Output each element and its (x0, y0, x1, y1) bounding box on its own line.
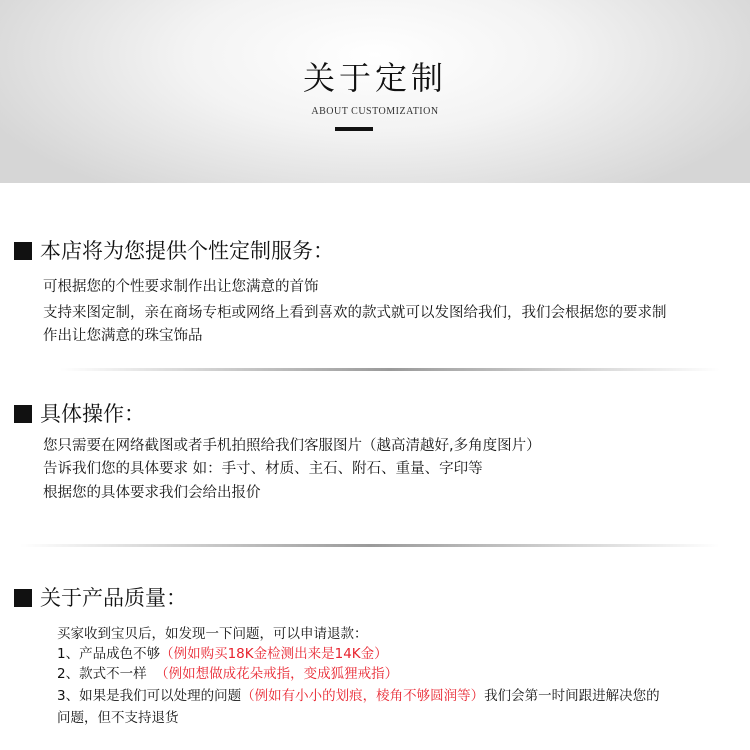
section-operation-title (14, 401, 145, 427)
section-quality-title (14, 585, 187, 611)
quality-item-text: 1、产品成色不够 (57, 646, 161, 662)
section-divider (20, 544, 720, 547)
section-quality-intro: 买家收到宝贝后，如发现一下问题，可以申请退款： (57, 626, 368, 642)
quality-item (57, 686, 660, 706)
section-divider (60, 368, 720, 371)
section-operation-line: 根据您的具体要求我们会给出报价 (43, 485, 261, 501)
section-custom-service-line: 支持来图定制，亲在商场专柜或网络上看到喜欢的款式就可以发图给我们，我们会根据您的要求制 (43, 305, 667, 321)
page-subtitle: ABOUT CUSTOMIZATION (311, 106, 439, 117)
quality-item-tail: 我们会第一时间跟进解决您的 (484, 688, 660, 704)
square-bullet-icon (14, 242, 32, 260)
quality-item-note: （例如购买18K金检测出来是14K金） (160, 646, 388, 662)
section-custom-service-line: 可根据您的个性要求制作出让您满意的首饰 (43, 279, 319, 295)
quality-item-text: 2、款式不一样 (57, 666, 156, 682)
square-bullet-icon (14, 405, 32, 423)
section-operation-line: 告诉我们您的具体要求 如：手寸、材质、主石、附石、重量、字印等 (43, 461, 483, 477)
section-custom-service-title (14, 238, 334, 264)
header-banner (0, 0, 750, 183)
quality-item (57, 664, 398, 684)
page-title: 关于定制 (302, 59, 447, 97)
section-title-text: 本店将为您提供个性定制服务： (40, 239, 334, 263)
section-title-text: 具体操作： (40, 402, 145, 426)
section-custom-service-line: 作出让您满意的珠宝饰品 (43, 328, 203, 344)
quality-item (57, 644, 388, 664)
quality-last-line: 问题，但不支持退货 (57, 710, 179, 726)
quality-item-text: 3、如果是我们可以处理的问题 (57, 688, 242, 704)
quality-item-note: （例如有小小的划痕，棱角不够圆润等） (241, 688, 485, 704)
square-bullet-icon (14, 589, 32, 607)
title-underline (335, 127, 373, 131)
quality-item-note: （例如想做成花朵戒指，变成狐狸戒指） (155, 666, 399, 682)
section-title-text: 关于产品质量： (40, 586, 187, 610)
section-operation-line: 您只需要在网络截图或者手机拍照给我们客服图片（越高清越好,多角度图片） (43, 438, 541, 454)
